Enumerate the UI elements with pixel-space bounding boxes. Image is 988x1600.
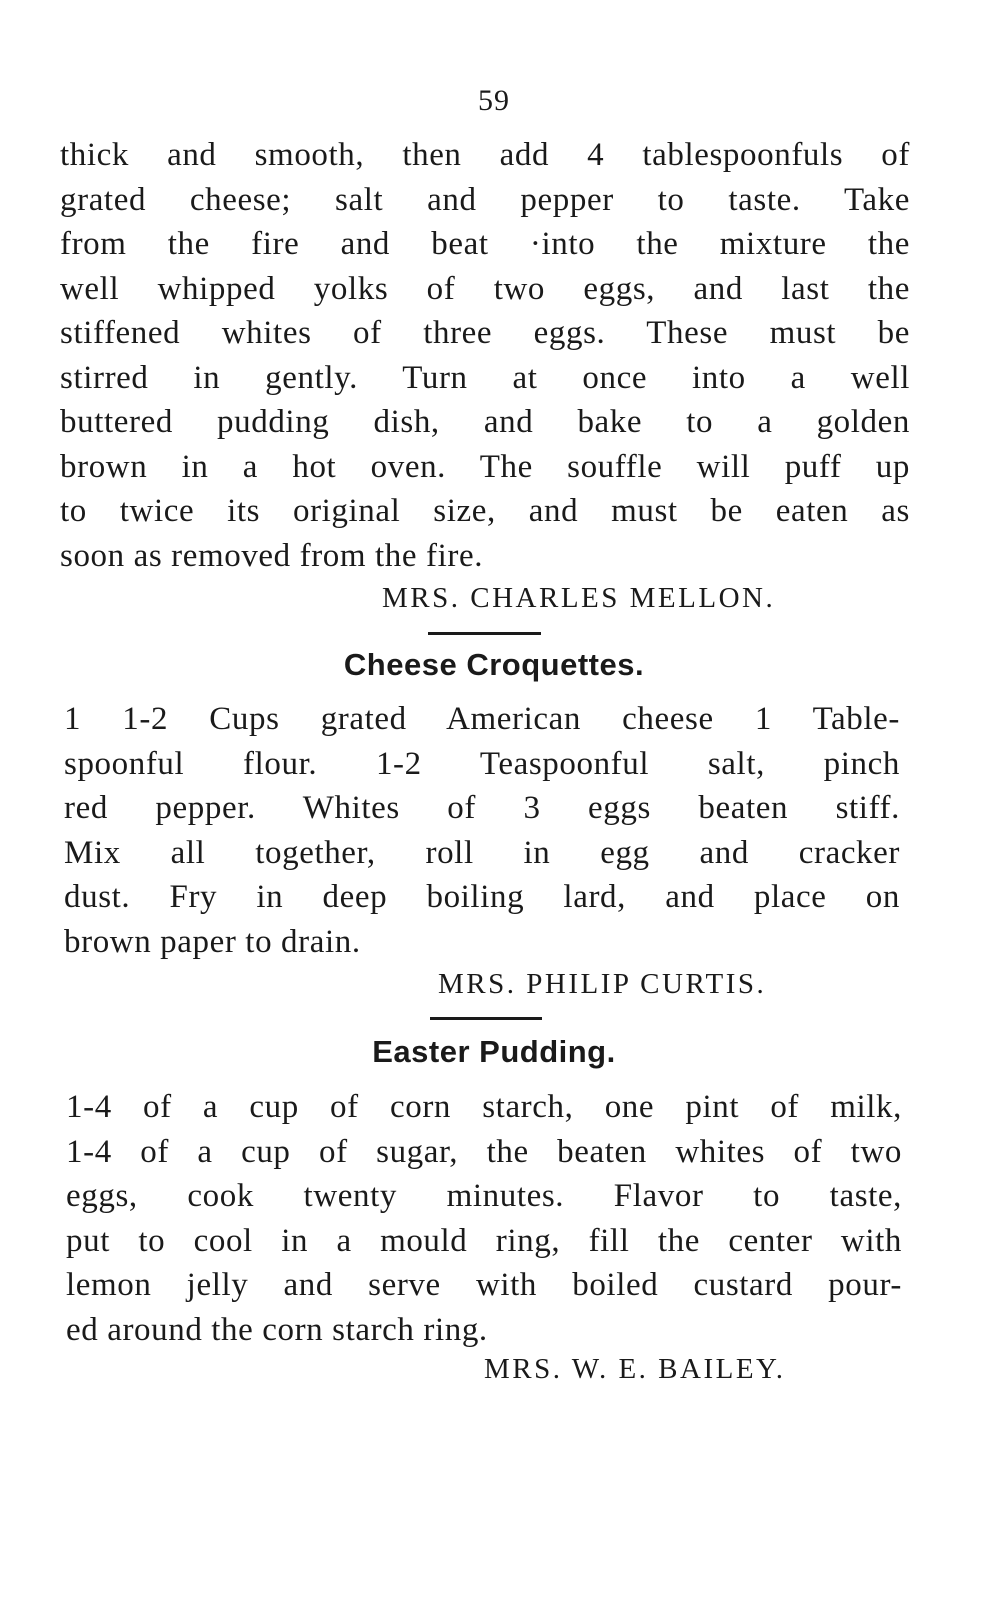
- recipe-body-easter-pudding: [66, 1085, 902, 1352]
- section-divider: [428, 632, 541, 635]
- text-line: from the fire and beat ·into the mixture the: [60, 226, 910, 262]
- text-line: spoonful flour. 1-2 Teaspoonful salt, pinch: [64, 745, 900, 782]
- text-line: ed around the corn starch ring.: [66, 1311, 488, 1348]
- text-line: 1 1-2 Cups grated American cheese 1 Table-: [64, 701, 900, 737]
- text-line: 1-4 of a cup of corn starch, one pint of milk,: [66, 1089, 902, 1125]
- recipe-body-cheese-croquettes: [64, 697, 900, 964]
- text-line: thick and smooth, then add 4 tablespoonfuls of: [60, 137, 910, 173]
- signature-mellon: MRS. CHARLES MELLON.: [382, 582, 776, 614]
- signature-bailey: MRS. W. E. BAILEY.: [484, 1353, 786, 1385]
- text-line: to twice its original size, and must be eaten as: [60, 493, 910, 529]
- text-line: brown in a hot oven. The souffle will puff up: [60, 448, 910, 485]
- text-line: Mix all together, roll in egg and cracker: [64, 834, 900, 871]
- text-line: well whipped yolks of two eggs, and last the: [60, 270, 910, 307]
- signature-curtis: MRS. PHILIP CURTIS.: [438, 968, 767, 1000]
- text-line: eggs, cook twenty minutes. Flavor to taste,: [66, 1178, 902, 1214]
- page-number: 59: [478, 84, 510, 117]
- text-line: 1-4 of a cup of sugar, the beaten whites of two: [66, 1133, 902, 1170]
- text-line: brown paper to drain.: [64, 923, 361, 960]
- recipe-title-easter-pudding: Easter Pudding.: [372, 1034, 616, 1069]
- text-line: soon as removed from the fire.: [60, 537, 484, 574]
- text-line: lemon jelly and serve with boiled custard pour-: [66, 1267, 902, 1303]
- text-line: stiffened whites of three eggs. These must be: [60, 315, 910, 351]
- text-line: put to cool in a mould ring, fill the center with: [66, 1222, 902, 1259]
- section-divider: [430, 1017, 542, 1020]
- text-line: dust. Fry in deep boiling lard, and place on: [64, 879, 900, 915]
- recipe-title-cheese-croquettes: Cheese Croquettes.: [343, 647, 645, 682]
- continuation-paragraph: [60, 133, 910, 578]
- text-line: red pepper. Whites of 3 eggs beaten stiff.: [64, 790, 900, 826]
- text-line: grated cheese; salt and pepper to taste. Take: [60, 181, 910, 218]
- text-line: stirred in gently. Turn at once into a well: [60, 359, 910, 396]
- text-line: buttered pudding dish, and bake to a golden: [60, 404, 910, 440]
